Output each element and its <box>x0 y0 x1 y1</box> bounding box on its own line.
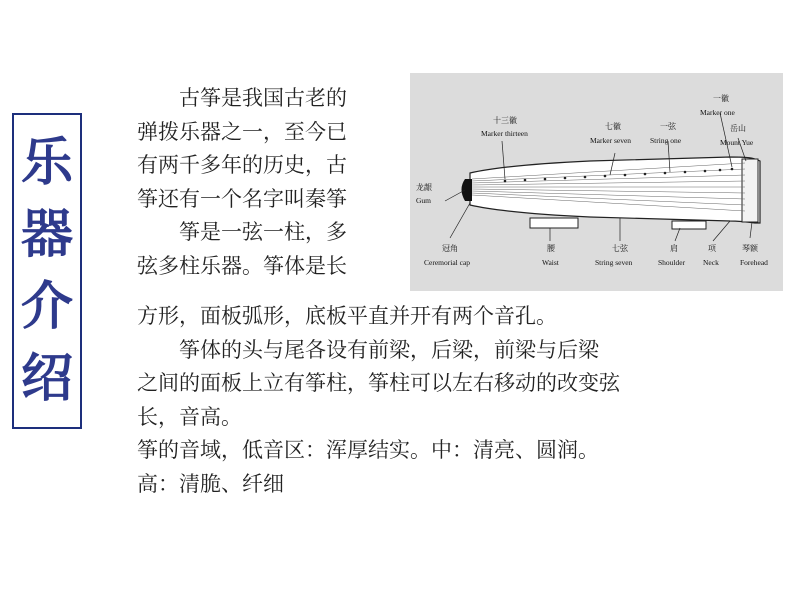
label-marker-seven-cn: 七徽 <box>605 122 621 131</box>
label-marker-seven-en: Marker seven <box>590 136 632 145</box>
forehead-end <box>742 159 758 222</box>
label-forehead-en: Forehead <box>740 258 768 267</box>
text-line: 筝还有一个名字叫秦筝 <box>137 186 347 211</box>
label-marker-thirteen-cn: 十三徽 <box>493 116 517 125</box>
label-marker-thirteen-en: Marker thirteen <box>481 129 528 138</box>
text-line: 弹拨乐器之一，至今已 <box>137 119 347 144</box>
section-title <box>12 113 82 429</box>
label-string-seven-en: String seven <box>595 258 633 267</box>
label-gum-cn: 龙龈 <box>416 183 432 192</box>
guzheng-diagram <box>410 73 783 291</box>
label-neck-cn: 项 <box>708 244 716 253</box>
body-paragraph <box>137 300 757 501</box>
label-neck-en: Neck <box>703 258 719 267</box>
label-shoulder-cn: 肩 <box>670 244 678 253</box>
waist-shape <box>530 218 578 228</box>
label-string-one-en: String one <box>650 136 682 145</box>
label-waist-cn: 腰 <box>547 244 555 253</box>
text-line: 古筝是我国古老的 <box>179 86 347 110</box>
label-string-one-cn: 一弦 <box>660 122 676 131</box>
title-char: 介 <box>20 277 73 337</box>
guzheng-body <box>470 157 760 223</box>
label-mount-yue-en: Mount Yue <box>720 138 754 147</box>
label-ceremonial-cap-en: Ceremorial cap <box>424 258 471 267</box>
text-line: 之间的面板上立有筝柱，筝柱可以左右移动的改变弦 <box>137 371 620 395</box>
label-waist-en: Waist <box>542 258 559 267</box>
label-forehead-cn: 琴额 <box>742 244 758 253</box>
label-ceremonial-cap-cn: 冠角 <box>442 244 458 253</box>
label-shoulder-en: Shoulder <box>658 258 686 267</box>
text-line: 筝体的头与尾各设有前梁，后梁，前梁与后梁 <box>179 337 599 362</box>
guzheng-diagram-svg <box>410 73 783 291</box>
text-line: 筝是一弦一柱，多 <box>179 220 347 244</box>
label-gum-en: Gum <box>416 196 431 205</box>
gum-end <box>462 179 473 201</box>
text-line: 长，音高。 <box>137 404 242 429</box>
title-char: 器 <box>20 205 73 265</box>
label-mount-yue-cn: 岳山 <box>730 124 746 133</box>
label-string-seven-cn: 七弦 <box>612 244 628 253</box>
text-line: 筝的音域，低音区：浑厚结实。中：清亮、圆润。 <box>137 438 599 462</box>
title-char: 乐 <box>20 133 73 193</box>
text-line: 方形，面板弧形，底板平直并开有两个音孔。 <box>137 304 557 328</box>
text-line: 高：清脆、纤细 <box>137 471 284 496</box>
shoulder-shape <box>672 221 706 229</box>
title-char: 绍 <box>20 349 73 409</box>
text-line: 弦多柱乐器。筝体是长 <box>137 253 347 278</box>
intro-paragraph <box>137 82 407 283</box>
label-marker-one-cn: 一徽 <box>713 94 729 103</box>
label-marker-one-en: Marker one <box>700 108 735 117</box>
text-line: 有两千多年的历史，古 <box>137 153 347 177</box>
